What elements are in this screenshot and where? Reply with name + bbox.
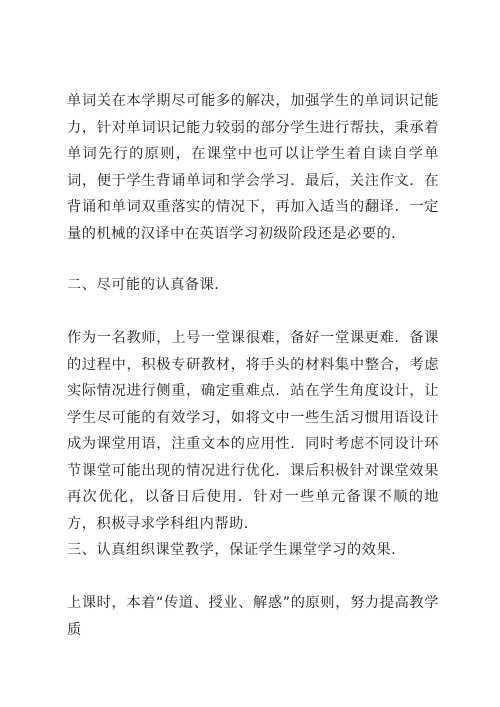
- body-paragraph: 单词关在本学期尽可能多的解决，加强学生的单词识记能力，针对单词识记能力较弱的部分学生进行帮扶，秉承着单词先行的原则，在课堂中也可以让学生着自读自学单词，便于学生背诵单词和学会学习．最后，关注作文．在背诵和单词双重落实的情况下，再加入适当的翻译．一定量的机械的汉译中在英语学习初级阶段还是必要的．: [67, 93, 439, 242]
- section-heading: 二、尽可能的认真备课．: [67, 277, 230, 293]
- body-paragraph: 上课时，本着“传道、授业、解惑”的原则，努力提高教学质: [67, 595, 439, 638]
- section-heading: 三、认真组织课堂教学，保证学生课堂学习的效果．: [67, 542, 406, 558]
- body-paragraph: 作为一名教师，上号一堂课很难，备好一堂课更难．备课的过程中，积极专研教材，将手头的材料集中整合，考虑实际情况进行侧重，确定重难点．站在学生角度设计，让学生尽可能的有效学习，如将文中一些生活习惯用语设计成为课堂用语，注重文本的应用性．同时考虑不同设计环节课堂可能出现的情况进行优化．课后积极针对课堂效果再次优化，以备日后使用．针对一些单元备课不顺的地方，积极寻求学科组内帮助．: [67, 330, 439, 532]
